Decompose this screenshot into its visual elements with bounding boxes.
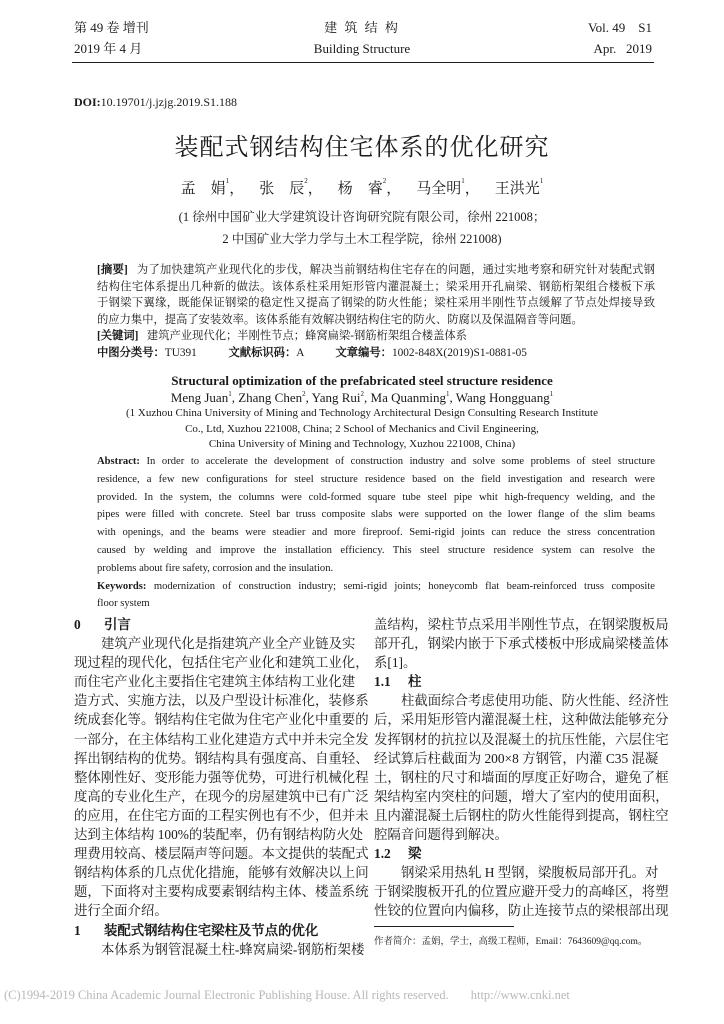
affiliation-en-line: China University of Mining and Technology, Xuzhou 221008, China) [208, 438, 516, 450]
title-cn: 装配式钢结构住宅体系的优化研究 [174, 135, 550, 161]
affiliations-en [0, 406, 724, 453]
affiliation-cn-1: (1 徐州中国矿业大学建筑设计咨询研究院有限公司，徐州 221008； [178, 210, 546, 224]
paragraph-line: 的应用，在住宅方面的工程实例也有不少，但并未 [74, 807, 369, 823]
date-cn: 2019 年 4 月 [74, 41, 143, 56]
author-name: Ma Quanming [370, 390, 447, 405]
cnki-url[interactable]: http://www.cnki.net [470, 988, 570, 1002]
abstract-cn-line: 结构住宅体系提出几种新的做法。该体系柱采用矩形管内灌混凝土；梁采用开孔扁梁、钢筋桁架组合楼板下承 [97, 280, 655, 293]
paragraph-line: 盖结构，梁柱节点采用半刚性节点，在钢梁腹板局 [374, 617, 669, 632]
paragraph-line: 现过程的现代化，包括住宅产业化和建筑工业化， [74, 655, 369, 671]
volume-cn: 第 49 卷 增刊 [74, 20, 149, 35]
paragraph-line: 进行全面介绍。 [74, 903, 168, 919]
section-heading [374, 844, 653, 863]
paragraph-line: 本体系为钢管混凝土柱-蜂窝扁梁-钢筋桁架楼 [101, 941, 365, 957]
paragraph-line: 统成套化等。钢结构住宅做为住宅产业化中重要的 [74, 712, 369, 728]
clc-label: 中图分类号： [97, 346, 165, 359]
classification-row [97, 345, 655, 362]
author-affiliation-mark: 1 [549, 390, 554, 398]
paragraph-line: 度高的专业化生产，在现今的房屋建筑中已有广泛 [74, 788, 369, 804]
keywords-cn [97, 328, 655, 345]
abstract-en-line: caused by welding and improve the installation efficiency. This steel structure residence system can resolve the [97, 544, 655, 556]
author-affiliation-mark: 1 [228, 390, 232, 398]
section-number: 0 [74, 617, 81, 632]
paragraph-line: 钢梁采用热轧 H 型钢，梁腹板局部开孔。对 [401, 865, 659, 881]
header-rule [72, 62, 654, 63]
author-name: Wang Hongguang [455, 390, 550, 405]
abstract-en-line: problems about fire safety, corrosion and the insulation. [97, 562, 334, 574]
section-heading [374, 672, 653, 691]
affiliation-en-line: Co., Ltd, Xuzhou 221008, China; 2 School of Mechanics and Civil Engineering, [185, 422, 539, 435]
author-affiliation-mark: 1 [446, 390, 450, 398]
clc-value: TU391 [164, 346, 197, 359]
author-affiliation-mark: 1 [225, 177, 230, 185]
abstract-en [97, 453, 655, 613]
article-no-label: 文章编号： [335, 346, 392, 359]
paragraph-line: 建筑产业现代化是指建筑产业全产业链及实 [101, 636, 356, 652]
paragraph-line: 部开孔，钢梁内嵌于下承式楼板中形成扁梁楼盖体 [374, 636, 669, 652]
journal-name-en: Building Structure [313, 41, 411, 56]
paragraph-line: 架结构室内突柱的问题，增大了室内的使用面积， [374, 788, 669, 804]
abstract-cn-label: [摘要] [97, 264, 128, 276]
keywords-en-text: modernization of construction industry; semi-rigid joints; honeycomb flat beam-reinforced truss composite [153, 580, 655, 592]
paragraph-line: 性铰的位置向内偏移，防止连接节点的梁根部出现 [374, 903, 669, 919]
author-name: 张 辰 [259, 181, 305, 197]
abstract-en-line [97, 453, 655, 471]
volume-en: Vol. 49 S1 [587, 20, 652, 35]
paragraph-line: 造方式、实施方法，以及户型设计标准化，装修系 [74, 693, 369, 709]
doi [74, 95, 237, 110]
keywords-en-line [97, 578, 655, 596]
author-name: Yang Rui [311, 390, 361, 405]
section-title: 梁 [408, 846, 422, 862]
paragraph-line: 一部分，在主体结构工业化建造方式中并未完全发 [74, 731, 369, 747]
paragraph-line: 于钢梁腹板开孔的位置应避开受力的高峰区，将塑 [374, 884, 669, 900]
abstract-cn [97, 262, 655, 362]
section-number: 1.1 [374, 674, 391, 690]
paragraph-line: 题，下面将对主要构成要素钢结构主体、楼盖系统 [74, 884, 369, 900]
author-affiliation-mark: 2 [302, 390, 306, 398]
title-en: Structural optimization of the prefabricated steel structure residence [171, 373, 553, 388]
abstract-cn-line: 的应力集中，提高了安装效率。该体系能有效解决钢结构住宅的防火、防腐以及保温隔音等问题。 [97, 313, 583, 326]
author-name: Meng Juan [170, 390, 229, 405]
abstract-en-text: In order to accelerate the development of construction industry and solve some problems of steel structure [146, 456, 655, 467]
keywords-cn-text: 建筑产业现代化；半刚性节点；蜂窝扁梁-钢筋桁架组合楼盖体系 [146, 330, 467, 343]
abstract-en-label: Abstract: [97, 456, 140, 467]
author-affiliation-mark: 2 [382, 177, 387, 185]
paragraph-line: 挥出钢结构的优势。钢结构具有强度高、自重轻、 [74, 750, 369, 766]
paragraph-line: 后，采用矩形管内灌混凝土柱，这种做法能够充分 [374, 712, 669, 728]
paragraph-line: 理费用较高、楼层隔声等问题。本文提供的装配式 [74, 846, 369, 862]
author-name: 王洪光 [494, 181, 540, 197]
paragraph-line: 腔隔音问题得到解决。 [374, 827, 508, 843]
doc-code-label: 文献标识码： [228, 346, 297, 359]
paragraph-line: 经试算后柱截面为 200×8 方钢管，内灌 C35 混凝 [374, 750, 659, 766]
affiliation-en-line: (1 Xuzhou China University of Mining and Technology Architectural Design Consulting Research Institute [126, 407, 598, 419]
paragraph-line: 而住宅产业化主要指住宅建筑主体结构工业化建 [74, 674, 356, 690]
doc-code-value: A [296, 346, 304, 359]
abstract-en-line: provided. In the system, the columns were cold-formed square tube steel pipe whit high-frequency welding, and the [97, 491, 655, 503]
authors-cn: 孟 娟$^1$， 张 辰$^2$， 杨 睿$^2$， 马全明$^1$， 王洪光$^1$ [180, 177, 544, 197]
section-title: 装配式钢结构住宅梁柱及节点的优化 [104, 922, 319, 938]
affiliation-cn-2: 2 中国矿业大学力学与土木工程学院，徐州 221008) [222, 232, 502, 246]
paragraph-line: 钢结构体系的几点优化措施，能够有效解决以上问 [74, 865, 369, 881]
footnote-author-bio: 作者简介：孟娟，学士，高级工程师，Email：7643609@qq.com。 [374, 937, 648, 947]
article-no-value: 1002-848X(2019)S1-0881-05 [391, 346, 527, 359]
keywords-en-label: Keywords: [97, 580, 147, 592]
keywords-cn-label: [关键词] [97, 330, 139, 343]
paragraph-line: 达到主体结构 100%的装配率，仍有钢结构防火处 [74, 827, 364, 843]
abstract-en-line: with openings, and the beams were steadier and more fireproof. Semi-rigid joints can reduce the stress concentration [97, 527, 655, 539]
doi-label: DOI: [74, 95, 101, 109]
author-name: 马全明 [416, 181, 462, 197]
author-name: Zhang Chen [238, 390, 303, 405]
paragraph-line: 整体刚性好、变形能力强等优势，可进行机械化程 [74, 769, 369, 785]
abstract-en-line: residence, a few new configurations for steel structure residence based on the field investigation and research were [97, 473, 655, 485]
abstract-cn-line: 于钢梁下翼缘，既能保证钢梁的稳定性又提高了钢梁的防火性能；梁柱采用半刚性节点缓解了节点处焊接导致 [97, 297, 655, 310]
doi-value: 10.19701/j.jzjg.2019.S1.188 [100, 95, 238, 109]
footnote-rule [374, 926, 514, 927]
abstract-cn-line [97, 262, 655, 279]
author-affiliation-mark: 2 [304, 177, 308, 185]
author-affiliation-mark: 1 [539, 177, 544, 185]
section-number: 1.2 [374, 846, 391, 862]
section-number: 1 [74, 922, 81, 938]
author-affiliation-mark: 2 [360, 390, 365, 398]
paragraph-line: 柱截面综合考虑使用功能、防火性能、经济性 [401, 693, 669, 709]
body-column-right [374, 615, 669, 921]
section-title: 柱 [408, 674, 422, 690]
section-heading [74, 615, 353, 634]
abstract-cn-text: 为了加快建筑产业现代化的步伐，解决当前钢结构住宅存在的问题，通过实地考察和研究针对装配式钢 [136, 264, 655, 276]
section-title: 引言 [104, 617, 131, 632]
body-column-left [74, 615, 369, 959]
author-name: 孟 娟 [180, 181, 226, 197]
author-name: 杨 睿 [337, 181, 383, 197]
section-heading [74, 921, 353, 940]
paragraph-line: 发挥钢材的抗拉以及混凝土的抗压性能，六层住宅 [374, 731, 669, 747]
date-en: Apr. 2019 [593, 41, 652, 56]
author-affiliation-mark: 1 [461, 177, 465, 185]
paragraph-line: 土，钢柱的尺寸和墙面的厚度正好吻合，避免了框 [374, 769, 669, 785]
abstract-en-line: pipes were filled with concrete. Steel bar truss composite slabs were supported on the lower flange of the slim beams [97, 509, 655, 521]
paragraph-line: 系[1]。 [374, 655, 417, 671]
paragraph-line: 且内灌混凝土后钢柱的防火性能得到提高，钢柱空 [374, 807, 669, 823]
authors-en: Meng Juan$^1$, Zhang Chen$^2$, Yang Rui$^2$, Ma Quanming$^1$, Wang Hongguang$^1$ [170, 390, 554, 405]
copyright-text: (C)1994-2019 China Academic Journal Electronic Publishing House. All rights reserved. [4, 988, 449, 1002]
copyright-watermark [4, 988, 570, 1003]
journal-name-cn: 建 筑 结 构 [324, 20, 400, 35]
keywords-en-line: floor system [97, 598, 150, 610]
